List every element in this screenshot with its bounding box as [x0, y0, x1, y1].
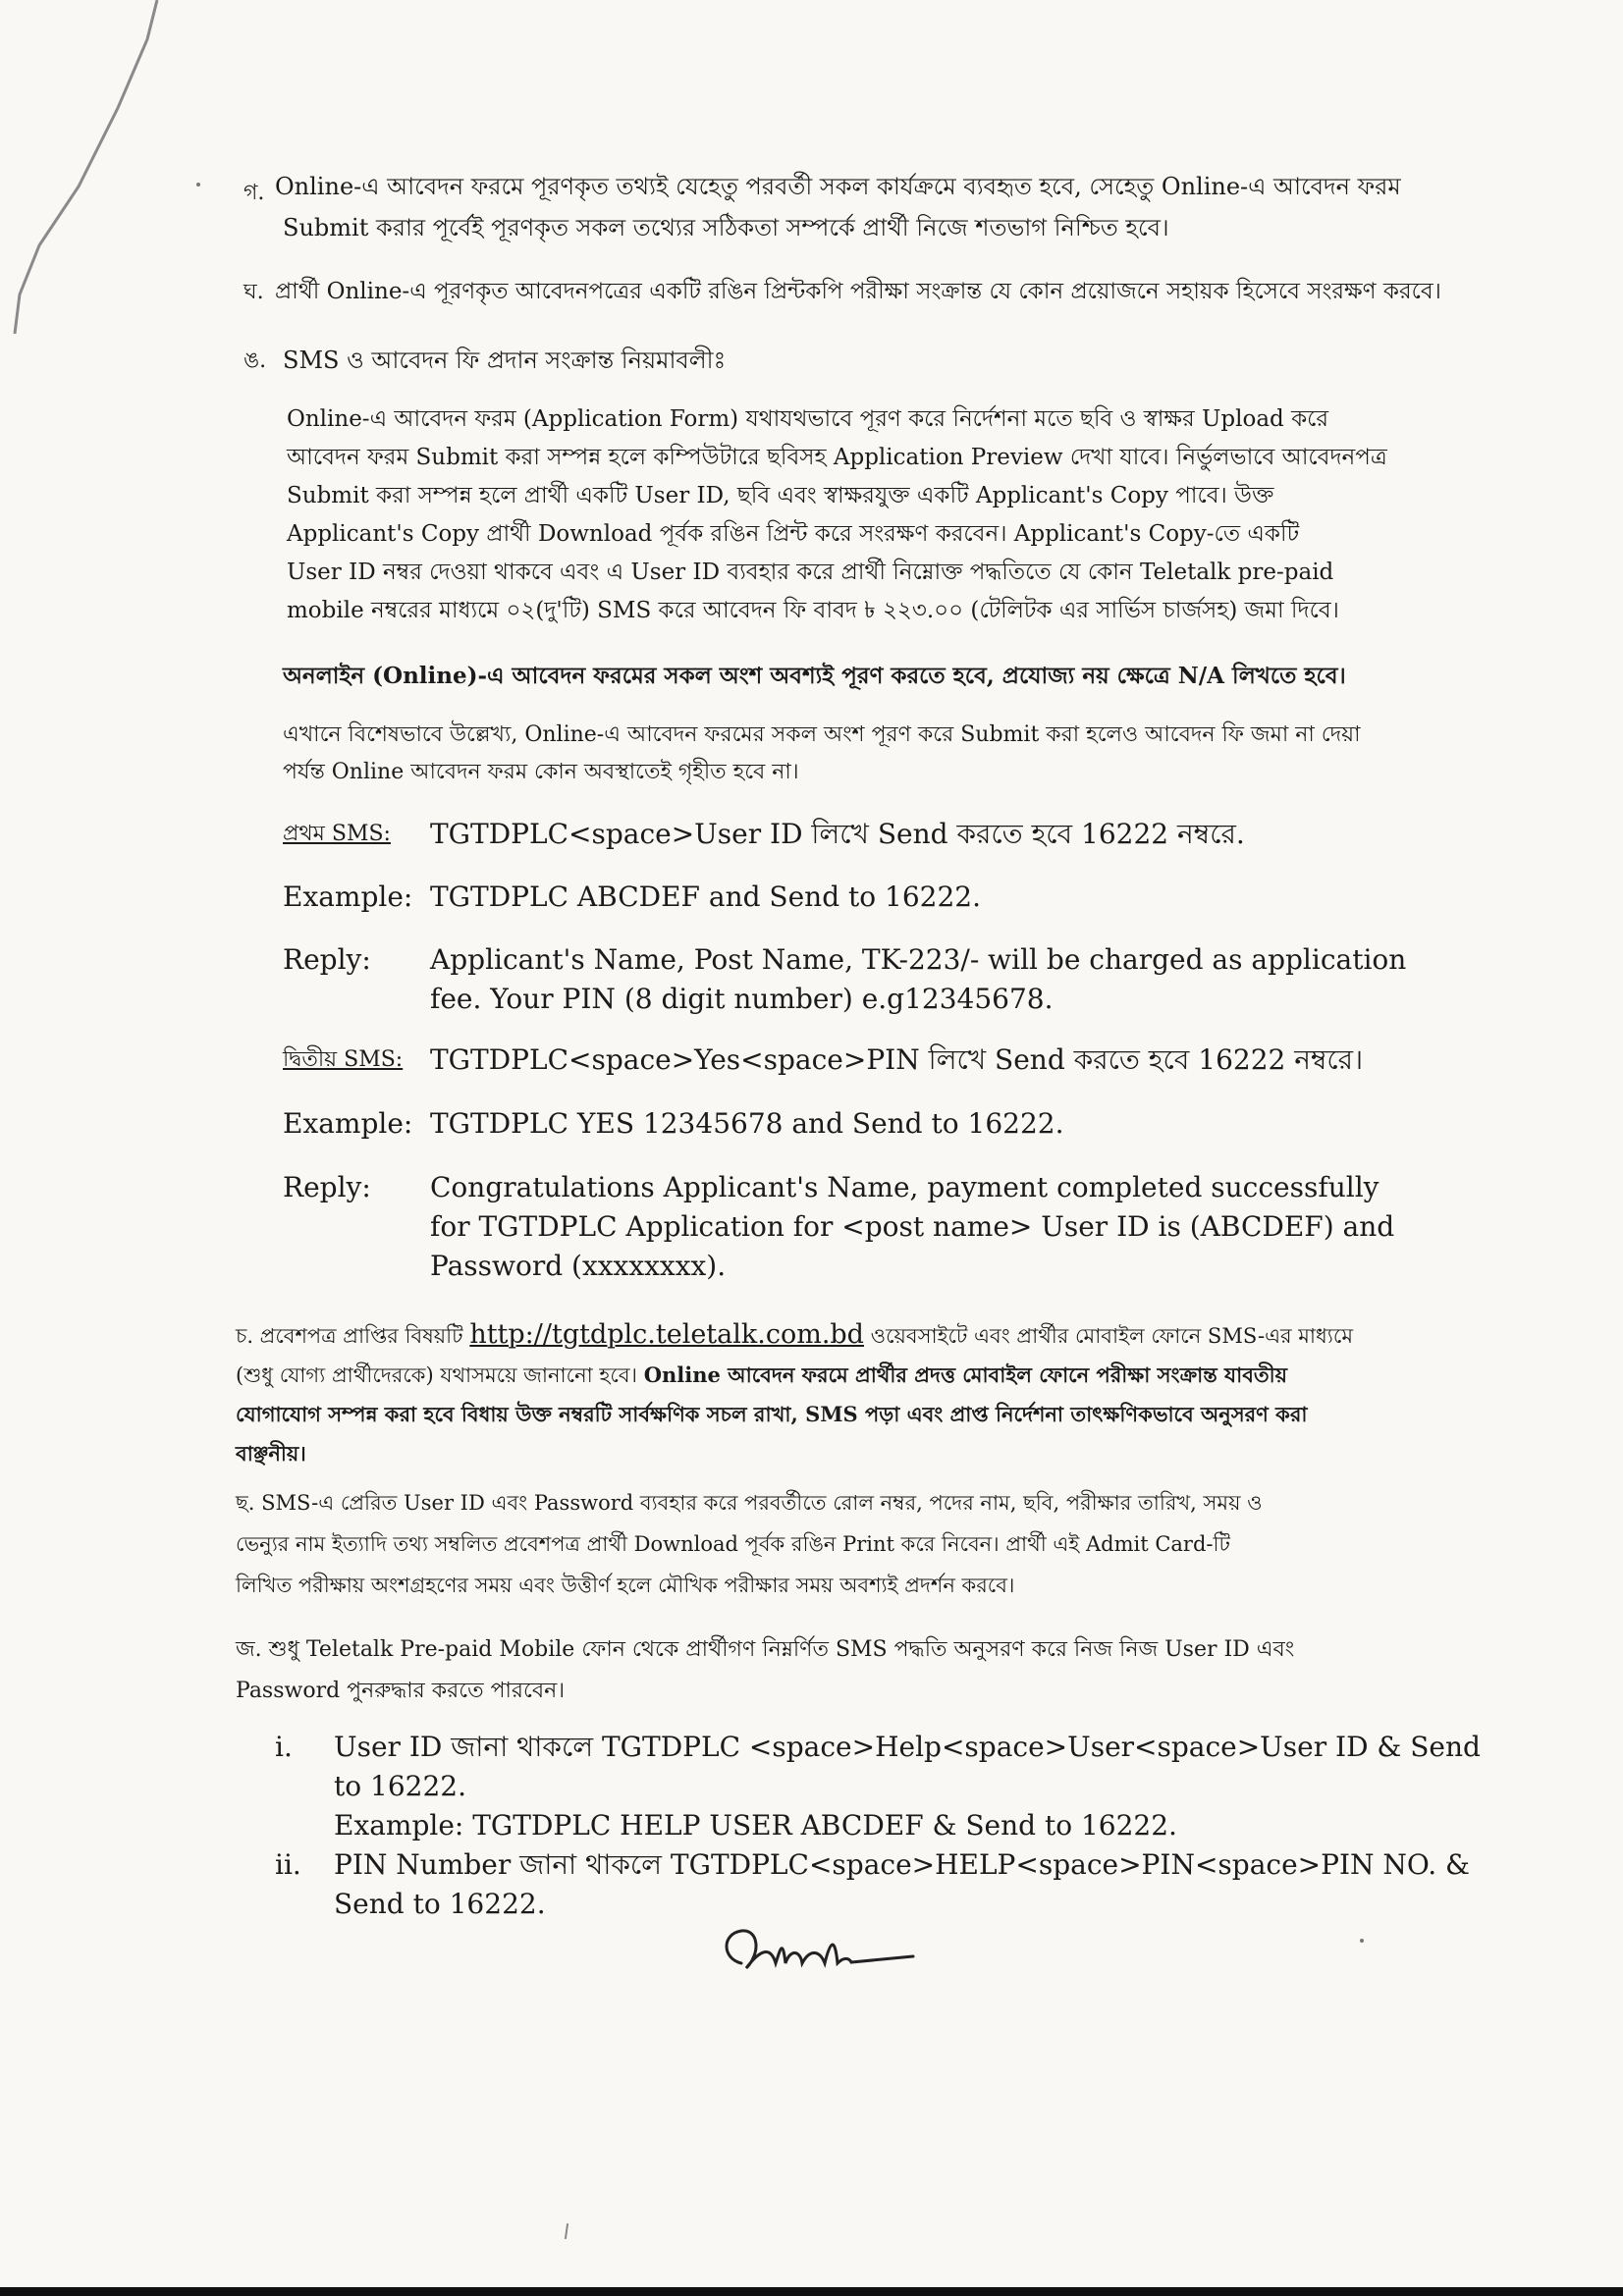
- instruction-line: Applicant's Copy প্রার্থী Download পূর্বক রঙিন প্রিন্ট করে সংরক্ষণ করবেন। Applicant's Copy-তে একটি: [287, 521, 1300, 547]
- note-line: এখানে বিশেষভাবে উল্লেখ্য, Online-এ আবেদন ফরমের সকল অংশ পূরণ করে Submit করা হলেও আবেদন ফি জমা না দেয়া: [283, 722, 1361, 747]
- online-note: অনলাইন (Online)-এ আবেদন ফরমের সকল অংশ অবশ্যই পূরণ করতে হবে, প্রযোজ্য নয় ক্ষেত্রে N/A লিখতে হবে।: [283, 663, 1346, 689]
- para-ja: [236, 1629, 1414, 1712]
- para-line: [236, 1356, 1414, 1395]
- instruction-line: আবেদন ফরম Submit করা সম্পন্ন হলে কম্পিউটারে ছবিসহ Application Preview দেখা যাবে। নির্ভুলভাবে আবেদনপত্র: [287, 445, 1387, 470]
- instruction-line: Submit করা সম্পন্ন হলে প্রার্থী একটি User ID, ছবি এবং স্বাক্ষরযুক্ত একটি Applicant's Copy পাবে। উক্ত: [287, 483, 1274, 508]
- para-line: যোগাযোগ সম্পন্ন করা হবে বিধায় উক্ত নম্বরটি সার্বক্ষণিক সচল রাখা, SMS পড়া এবং প্রাপ্ত নির্দেশনা তাৎক্ষণিকভাবে অনুসরণ করা: [236, 1402, 1308, 1426]
- instruction-line: mobile নম্বরের মাধ্যমে ০২(দু'টি) SMS করে আবেদন ফি বাবদ ৳ ২২৩.০০ (টেলিটক এর সার্ভিস চার্জসহ) জমা দিবে।: [287, 598, 1339, 623]
- list-number: i.: [275, 1731, 293, 1763]
- sms-step-value: TGTDPLC YES 12345678 and Send to 16222.: [430, 1107, 1064, 1140]
- sms-step-value: TGTDPLC ABCDEF and Send to 16222.: [430, 881, 982, 913]
- para-line: Password পুনরুদ্ধার করতে পারবেন।: [236, 1679, 566, 1703]
- para-text: চ. প্রবেশপত্র প্রাপ্তির বিষয়টি: [236, 1324, 463, 1348]
- list-line: Send to 16222.: [334, 1888, 546, 1920]
- website-link[interactable]: http://tgtdplc.teletalk.com.bd: [469, 1319, 864, 1350]
- para-line: ভেন্যুর নাম ইত্যাদি তথ্য সম্বলিত প্রবেশপত্র প্রার্থী Download পূর্বক রঙিন Print করে নিবেন। প্রার্থী এই Admit Card-টি: [236, 1532, 1230, 1556]
- list-text: [334, 1728, 1481, 1845]
- sms-step-value: Applicant's Name, Post Name, TK-223/- will be charged as application fee. Your PIN (8 digit number) e.g12345678.: [430, 943, 1407, 1015]
- sms-step-key: দ্বিতীয় SMS:: [283, 1047, 404, 1072]
- scan-speck: [1360, 1939, 1364, 1943]
- para-line: বাঞ্ছনীয়।: [236, 1441, 306, 1466]
- sms-step-key: প্রথম SMS:: [283, 822, 391, 846]
- sms-step-value: TGTDPLC<space>Yes<space>PIN লিখে Send করতে হবে 16222 নম্বরে।: [430, 1043, 1364, 1076]
- list-line: Example: TGTDPLC HELP USER ABCDEF & Send to 16222.: [334, 1809, 1177, 1842]
- sms-step-value: Congratulations Applicant's Name, payment completed successfully for TGTDPLC Application for <post name> User ID is (ABCDEF) and Password (xxxxxxxx).: [430, 1171, 1395, 1282]
- para-label: ঘ.: [243, 280, 264, 304]
- para-line: প্রার্থী Online-এ পূরণকৃত আবেদনপত্রের একটি রঙিন প্রিন্টকপি পরীক্ষা সংক্রান্ত যে কোন প্রয়োজনে সহায়ক হিসেবে সংরক্ষণ করবে।: [275, 279, 1441, 304]
- para-text: ওয়েবসাইটে এবং প্রার্থীর মোবাইল ফোনে SMS-এর মাধ্যমে: [870, 1324, 1353, 1348]
- para-line: লিখিত পরীক্ষায় অংশগ্রহণের সময় এবং উত্তীর্ণ হলে মৌখিক পরীক্ষার সময় অবশ্যই প্রদর্শন করবে।: [236, 1574, 1015, 1597]
- section-heading: SMS ও আবেদন ফি প্রদান সংক্রান্ত নিয়মাবলীঃ: [283, 347, 727, 374]
- instruction-line: User ID নম্বর দেওয়া থাকবে এবং এ User ID ব্যবহার করে প্রার্থী নিম্নোক্ত পদ্ধতিতে যে কোন Teletalk pre-paid: [287, 560, 1334, 585]
- para-line: [236, 1315, 1414, 1356]
- para-line: জ. শুধু Teletalk Pre-paid Mobile ফোন থেকে প্রার্থীগণ নিম্নর্ণিত SMS পদ্ধতি অনুসরণ করে নিজ নিজ User ID এবং: [236, 1637, 1295, 1662]
- instructions-block: [287, 400, 1416, 630]
- para-cha: [236, 1315, 1414, 1473]
- sms-step-key: Example:: [283, 1107, 413, 1140]
- list-line: to 16222.: [334, 1770, 466, 1802]
- sms-step-value: TGTDPLC<space>User ID লিখে Send করতে হবে 16222 নম্বরে.: [430, 818, 1245, 850]
- list-number: ii.: [275, 1848, 301, 1881]
- para-line: Online-এ আবেদন ফরমে পূরণকৃত তথ্যই যেহেতু পরবর্তী সকল কার্যক্রমে ব্যবহৃত হবে, সেহেতু Online-এ আবেদন ফরম: [275, 173, 1401, 200]
- sms-step-key: Reply:: [283, 1171, 371, 1203]
- para-line: ছ. SMS-এ প্রেরিত User ID এবং Password ব্যবহার করে পরবর্তীতে রোল নম্বর, পদের নাম, ছবি, পরীক্ষার তারিখ, সময় ও: [236, 1491, 1263, 1515]
- para-line: Submit করার পূর্বেই পূরণকৃত সকল তথ্যের সঠিকতা সম্পর্কে প্রার্থী নিজে শতভাগ নিশ্চিত হবে।: [283, 214, 1169, 241]
- para-text-bold: Online আবেদন ফরমে প্রার্থীর প্রদত্ত মোবাইল ফোনে পরীক্ষা সংক্রান্ত যাবতীয়: [643, 1362, 1288, 1387]
- sms-step-key: Reply:: [283, 943, 371, 976]
- scan-speck: [196, 183, 200, 187]
- para-chha: [236, 1482, 1414, 1606]
- para-label: গ.: [243, 181, 265, 205]
- sms-step-key: Example:: [283, 881, 413, 913]
- signature: [712, 1919, 928, 1988]
- instruction-line: Online-এ আবেদন ফরম (Application Form) যথাযথভাবে পূরণ করে নির্দেশনা মতে ছবি ও স্বাক্ষর Upload করে: [287, 406, 1329, 432]
- para-label: ঙ.: [243, 348, 267, 373]
- para-text: (শুধু যোগ্য প্রার্থীদেরকে) যথাসময়ে জানানো হবে।: [236, 1363, 638, 1387]
- scan-mark: [565, 2223, 568, 2239]
- list-line: User ID জানা থাকলে TGTDPLC <space>Help<space>User<space>User ID & Send: [334, 1731, 1481, 1763]
- list-line: PIN Number জানা থাকলে TGTDPLC<space>HELP<space>PIN<space>PIN NO. &: [334, 1848, 1470, 1881]
- list-text: [334, 1845, 1470, 1924]
- note-line: পর্যন্ত Online আবেদন ফরম কোন অবস্থাতেই গৃহীত হবে না।: [283, 760, 799, 784]
- special-note: [283, 717, 1412, 791]
- scan-bottom-edge: [0, 2287, 1623, 2296]
